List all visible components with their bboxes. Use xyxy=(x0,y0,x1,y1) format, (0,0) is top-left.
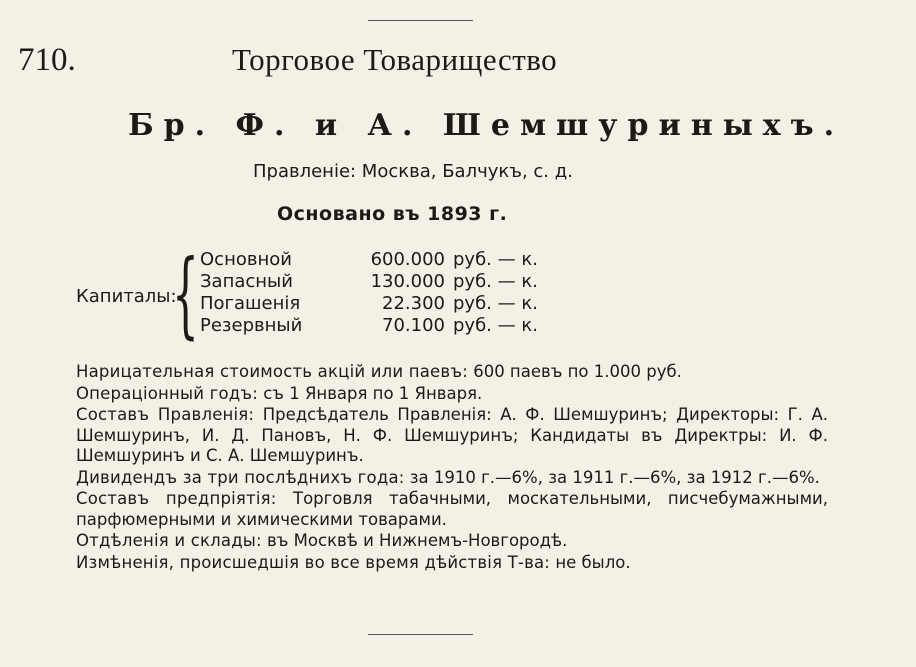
changes-text: не было. xyxy=(550,552,631,572)
firm-name: Бр. Ф. и А. Шемшуриныхъ. xyxy=(128,108,845,143)
capital-row-spare xyxy=(200,315,538,337)
capital-amount: 70.100 xyxy=(382,315,445,336)
capital-name: Резервный xyxy=(200,315,303,336)
capital-amount: 22.300 xyxy=(382,293,445,314)
changes-label: Измѣненія, происшедшія во все время дѣйствія Т-ва: xyxy=(76,552,551,572)
capital-unit: руб. — к. xyxy=(453,271,538,292)
capital-name: Запасный xyxy=(200,271,293,292)
capital-row-main xyxy=(200,249,538,271)
capital-unit: руб. — к. xyxy=(453,293,538,314)
capital-row-reserve xyxy=(200,271,538,293)
board-composition-paragraph xyxy=(76,405,828,467)
par-value-label: Нарицательная стоимость акцій или паевъ: xyxy=(76,362,468,381)
par-value-paragraph xyxy=(76,362,828,383)
par-value-text: 600 паевъ по 1.000 руб. xyxy=(467,362,682,381)
dividend-text: за 1910 г.—6%, за 1911 г.—6%, за 1912 г.—6%. xyxy=(404,467,820,487)
capitals-label: Капиталы: xyxy=(76,286,177,307)
bottom-divider xyxy=(368,634,473,635)
details-section xyxy=(76,362,828,574)
page-title: Торговое Товарищество xyxy=(232,42,558,77)
page-number: 710. xyxy=(18,42,76,78)
fiscal-year-label: Операціонный годъ: xyxy=(76,383,258,403)
branches-text: въ Москвѣ и Нижнемъ-Новгородѣ. xyxy=(261,531,568,550)
board-composition-label: Составъ Правленія: xyxy=(76,405,255,424)
top-divider xyxy=(368,20,473,21)
capital-unit: руб. — к. xyxy=(453,315,538,336)
fiscal-year-paragraph xyxy=(76,384,828,405)
dividend-label: Дивидендъ за три послѣднихъ года: xyxy=(76,467,405,487)
capital-amount: 600.000 xyxy=(370,249,445,270)
branches-label: Отдѣленія и склады: xyxy=(76,531,262,550)
dividend-paragraph xyxy=(76,468,828,489)
branches-paragraph xyxy=(76,531,828,552)
capital-name: Погашенія xyxy=(200,293,301,314)
capital-amount: 130.000 xyxy=(370,271,445,292)
capital-unit: руб. — к. xyxy=(453,249,538,270)
capitals-brace: { xyxy=(172,240,199,349)
board-address: Правленіе: Москва, Балчукъ, с. д. xyxy=(253,161,573,182)
enterprise-label: Составъ предпріятія: xyxy=(76,489,277,508)
enterprise-paragraph xyxy=(76,489,828,530)
fiscal-year-text: съ 1 Января по 1 Января. xyxy=(257,383,483,403)
changes-paragraph xyxy=(76,553,828,574)
enterprise-text: Торговля табачными, москательными, писчебумажными, парфюмерными и химическими товарами. xyxy=(76,489,828,529)
capital-row-repayment xyxy=(200,293,538,315)
board-composition-text: Предсѣдатель Правленія: А. Ф. Шемшуринъ; Директоры: Г. А. Шемшуринъ, И. Д. Пановъ, Н. Ф. Шемшуринъ; Кандидаты въ Директры: И. Ф. Шемшуринъ и С. А. Шемшуринъ. xyxy=(76,405,828,465)
capitals-table xyxy=(200,249,538,337)
founded-year: Основано въ 1893 г. xyxy=(277,203,508,225)
capital-name: Основной xyxy=(200,249,292,270)
